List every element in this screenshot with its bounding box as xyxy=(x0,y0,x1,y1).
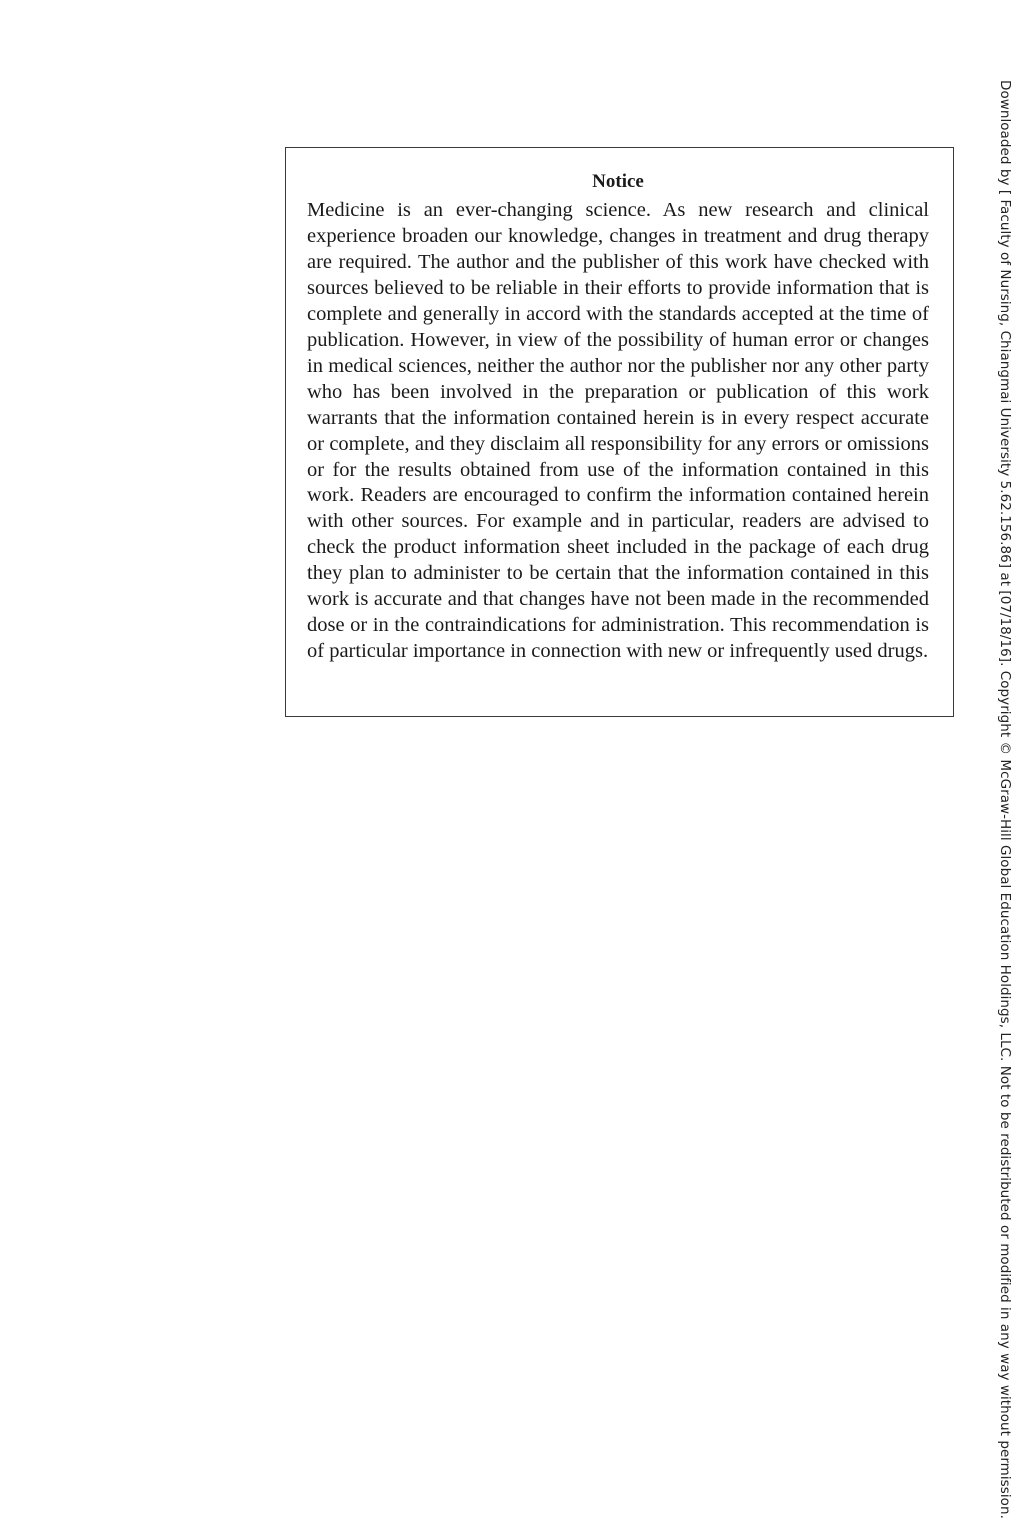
notice-title: Notice xyxy=(592,171,644,192)
notice-body: Medicine is an ever-changing science. As new research and clinical experience broaden our knowledge, changes in treatment and drug therapy are required. The author and the publisher of this work have checked with sources believed to be reliable in their efforts to provide information that is complete and generally in accord with the standards accepted at the time of publication. However, in view of the possibility of human error or changes in medical sciences, neither the author nor the publisher nor any other party who has been involved in the preparation or publication of this work warrants that the information contained herein is in every respect accurate or complete, and they disclaim all responsibility for any errors or omissions or for the results obtained from use of the information contained in this work. Readers are encouraged to confirm the information contained herein with other sources. For example and in particular, readers are advised to check the product information sheet included in the package of each drug they plan to administer to be certain that the information contained in this work is accurate and that changes have not been made in the recommended dose or in the contraindications for administration. This recommendation is of particular importance in connection with new or infrequently used drugs. xyxy=(307,199,929,663)
download-copyright-watermark: Downloaded by [ Faculty of Nursing, Chiangmai University 5.62.156.86] at [07/18/16]. Copyright © McGraw-Hill Global Education Holdings, LLC. Not to be redistributed or modified in any way without permission. xyxy=(997,80,1013,1519)
notice-box xyxy=(285,147,954,717)
